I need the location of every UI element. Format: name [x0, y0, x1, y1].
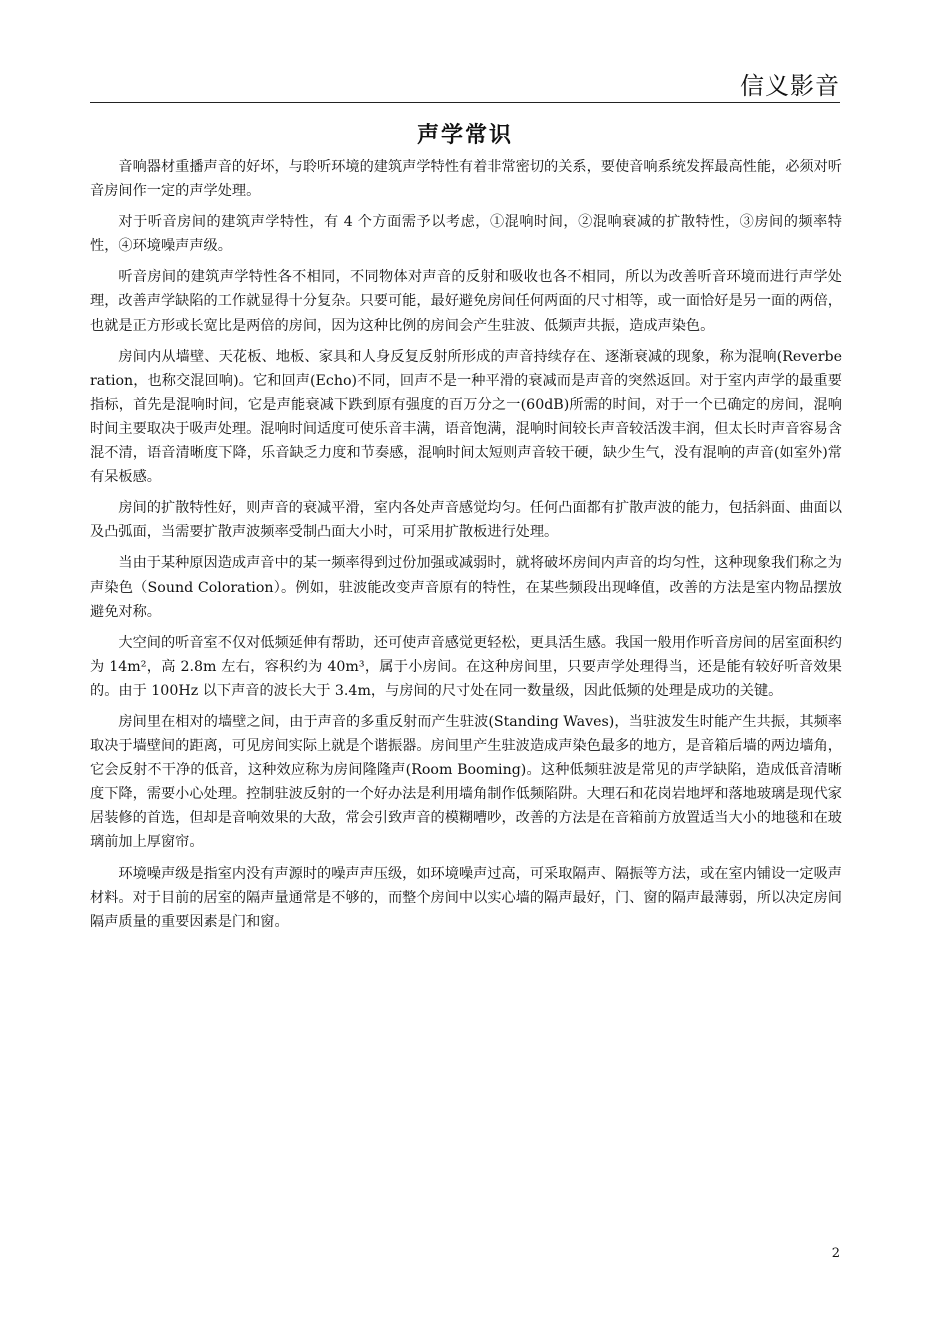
paragraph: 当由于某种原因造成声音中的某一频率得到过份加强或减弱时，就将破坏房间内声音的均匀性，这种现象我们称之为声染色（Sound Coloration）。例如，驻波能改变声音原有的特性，在某些频段出现峰值，改善的方法是室内物品摆放避免对称。: [90, 555, 842, 620]
paragraph: 大空间的听音室不仅对低频延伸有帮助，还可使声音感觉更轻松，更具活生感。我国一般用作听音房间的居室面积约为 14m²，高 2.8m 左右，容积约为 40m³，属于小房间。在这种房间里，只要声学处理得当，还是能有较好听音效果的。由于 100Hz 以下声音的波长大于 3.4m，与房间的尺寸处在同一数量级，因此低频的处理是成功的关键。: [90, 634, 842, 699]
page-number: 2: [831, 1246, 840, 1261]
document-body: [90, 155, 842, 941]
document-title: 声学常识: [416, 122, 513, 148]
paragraph: 环境噪声级是指室内没有声源时的噪声声压级，如环境噪声过高，可采取隔声、隔振等方法，或在室内铺设一定吸声材料。对于目前的居室的隔声量通常是不够的，而整个房间中以实心墙的隔声最好，门、窗的隔声最薄弱，所以决定房间隔声质量的重要因素是门和窗。: [90, 865, 842, 930]
paragraph: 房间的扩散特性好，则声音的衰减平滑，室内各处声音感觉均匀。任何凸面都有扩散声波的能力，包括斜面、曲面以及凸弧面，当需要扩散声波频率受制凸面大小时，可采用扩散板进行处理。: [90, 500, 842, 541]
paragraph: 听音房间的建筑声学特性各不相同，不同物体对声音的反射和吸收也各不相同，所以为改善听音环境而进行声学处理，改善声学缺陷的工作就显得十分复杂。只要可能，最好避免房间任何两面的尺寸相等，或一面恰好是另一面的两倍，也就是正方形或长宽比是两倍的房间，因为这种比例的房间会产生驻波、低频声共振，造成声染色。: [90, 269, 842, 334]
paragraph: 房间内从墙壁、天花板、地板、家具和人身反复反射所形成的声音持续存在、逐渐衰减的现象，称为混响(Reverberation，也称交混回响)。它和回声(Echo)不同，回声不是一种平滑的衰减而是声音的突然返回。对于室内声学的最重要指标，首先是混响时间，它是声能衰减下跌到原有强度的百万分之一(60dB)所需的时间，对于一个已确定的房间，混响时间主要取决于吸声处理。混响时间适度可使乐音丰满，语音饱满，混响时间较长声音较活泼丰润，但太长时声音容易含混不清，语音清晰度下降，乐音缺乏力度和节奏感，混响时间太短则声音较干硬，缺少生气，没有混响的声音(如室外)常有呆板感。: [90, 348, 842, 486]
paragraph: 房间里在相对的墙壁之间，由于声音的多重反射而产生驻波(Standing Waves)，当驻波发生时能产生共振，其频率取决于墙壁间的距离，可见房间实际上就是个谐振器。房间里产生驻波造成声染色最多的地方，是音箱后墙的两边墙角，它会反射不干净的低音，这种效应称为房间隆隆声(Room Booming)。这种低频驻波是常见的声学缺陷，造成低音清晰度下降，需要小心处理。控制驻波反射的一个好办法是利用墙角制作低频陷阱。大理石和花岗岩地坪和落地玻璃是现代家居装修的首选，但却是音响效果的大敌，常会引致声音的模糊嘈吵，改善的方法是在音箱前方放置适当大小的地毯和在玻璃前加上厚窗帘。: [90, 713, 842, 851]
paragraph: 对于听音房间的建筑声学特性，有 4 个方面需予以考虑，①混响时间，②混响衰减的扩散特性，③房间的频率特性，④环境噪声声级。: [90, 214, 842, 255]
page-header: [90, 62, 840, 103]
paragraph: 音响器材重播声音的好坏，与聆听环境的建筑声学特性有着非常密切的关系，要使音响系统发挥最高性能，必须对听音房间作一定的声学处理。: [90, 159, 842, 200]
header-title: 信义影音: [740, 72, 840, 100]
